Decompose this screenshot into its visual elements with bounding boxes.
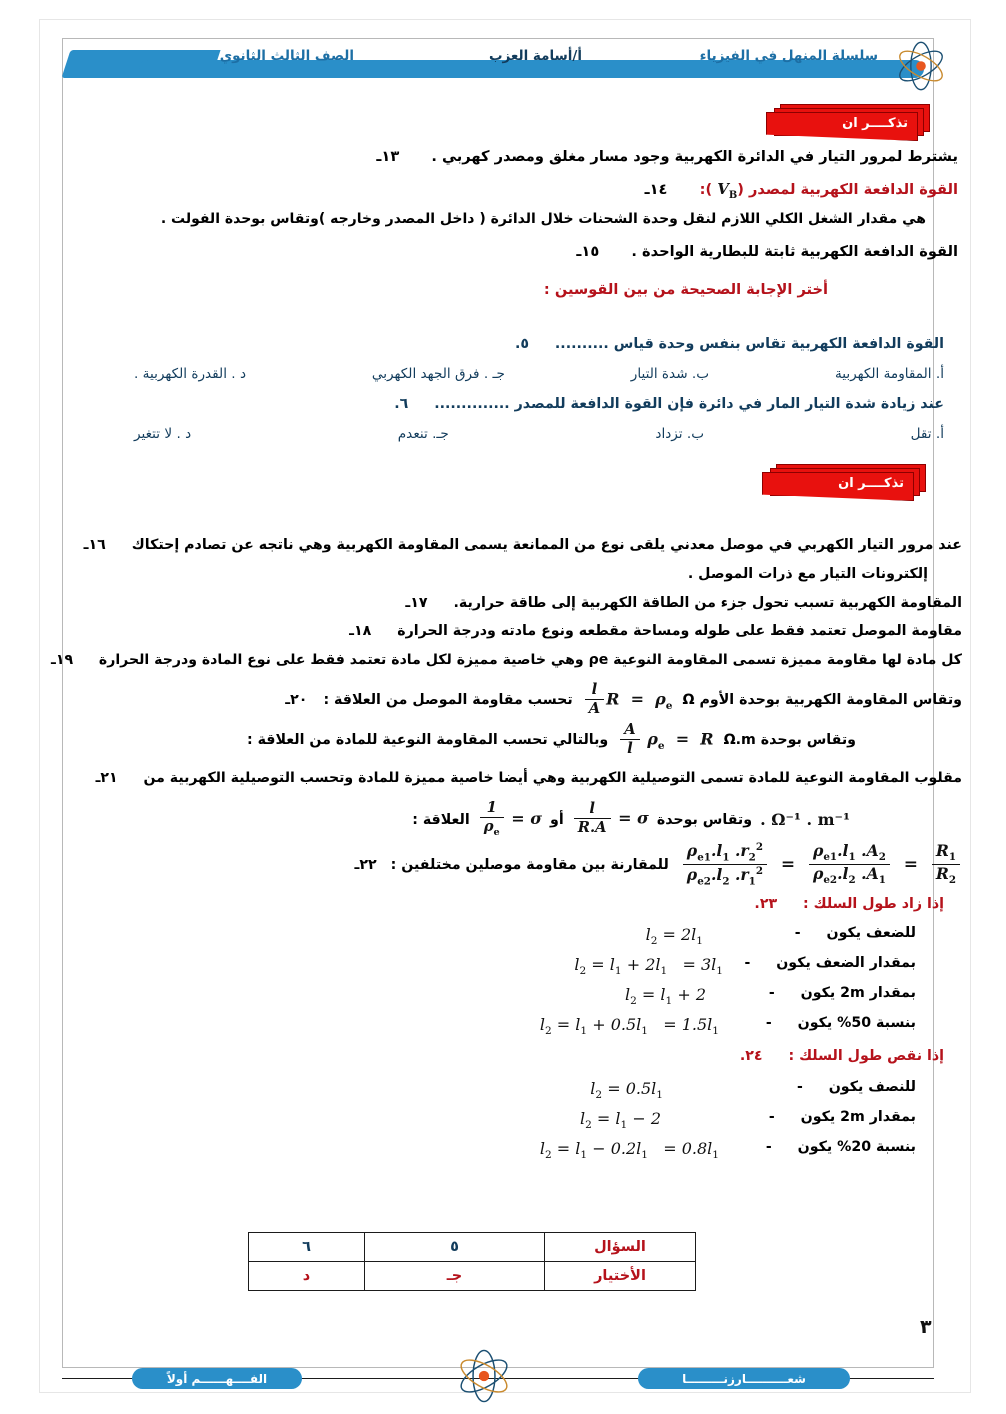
answer-table-question-1: ٥ xyxy=(365,1233,545,1262)
statement-18-text: مقاومة الموصل تعتمد فقط على طوله ومساحة مقطعه ونوع مادته ودرجة الحرارة xyxy=(397,623,962,639)
statement-21-line2 xyxy=(412,800,850,839)
remember-banner-text-top: تذكــــر ان xyxy=(842,116,908,131)
item-24-row-2-dash: - xyxy=(765,1139,772,1155)
item-23-row-2-eq: $l_2 = l_1 + 2$ xyxy=(624,985,706,1008)
statement-20-number: ٢٠ـ xyxy=(285,692,308,709)
formula-comparison: $\frac{R_1}{R_2}$ = $\frac{\rho_{e1}.l_1 .A_2}{\rho_{e2}.l_2 .A_1}$ = $\frac{\rho_{e1}.l_1 .r_2^2}{\rho_{e2}.l_2 .r_1^2}$ xyxy=(681,842,962,888)
statement-15 xyxy=(576,243,958,260)
statement-15-number: ١٥ـ xyxy=(576,243,600,260)
item-24-title-text: إذا نقص طول السلك : xyxy=(788,1048,944,1064)
mcq-question-6-stem: عند زيادة شدة التيار المار في دائرة فإن القوة الدافعة للمصدر .............. xyxy=(434,396,944,412)
conductivity-unit-label: وتقاس بوحدة xyxy=(656,811,753,828)
item-23-title-text: إذا زاد طول السلك : xyxy=(803,896,944,912)
item-23-row-1-eq: $l_2 = l_1 + 2l_1 = 3l_1$ xyxy=(574,955,723,978)
conductivity-unit: Ω⁻¹ . m⁻¹ . xyxy=(760,810,850,830)
answer-table-answer-1: جـ xyxy=(365,1262,545,1291)
statement-16-cont xyxy=(688,566,928,582)
item-23-row-3-label: بنسبة 50% يكون xyxy=(797,1015,916,1031)
statement-14-number: ١٤ـ xyxy=(644,181,668,198)
item-23-row-0-eq: $l_2 = 2l_1$ xyxy=(645,925,703,948)
item-24-row-1-dash: - xyxy=(768,1109,775,1125)
statement-16-text: عند مرور التيار الكهربي في موصل معدني يلقى نوع من الممانعة يسمى المقاومة الكهربية وهي ناتجه عن تصادم إحتكاك xyxy=(131,537,962,553)
item-24-number: ٢٤. xyxy=(739,1048,763,1064)
item-24-row-0 xyxy=(797,1079,916,1095)
item-24-row-2-eq: $l_2 = l_1 - 0.2l_1 = 0.8l_1$ xyxy=(539,1139,719,1162)
mcq-question-6-number: ٦. xyxy=(394,396,409,412)
statement-17 xyxy=(405,595,962,611)
statement-19-number: ١٩ـ xyxy=(51,652,74,668)
mcq-option-6-b[interactable]: ب. تزداد xyxy=(655,426,705,442)
conductivity-conjunction: أو xyxy=(550,811,564,828)
table-row-answers xyxy=(249,1262,696,1291)
mcq-question-5-number: ٥. xyxy=(514,336,530,352)
item-23-row-1-dash: - xyxy=(744,955,751,971)
statement-18 xyxy=(349,623,962,639)
remember-banner-text-mid: تذكــــر ان xyxy=(838,476,904,491)
table-row-questions xyxy=(249,1233,696,1262)
footer-atom-icon xyxy=(452,1348,516,1404)
page-number: ٣ xyxy=(920,1316,932,1338)
answer-table-label-choice: الأختيار xyxy=(545,1262,696,1291)
statement-18-number: ١٨ـ xyxy=(349,623,372,639)
formula-resistance: $R = \rho_e$ $\frac{l}{A}$ xyxy=(583,682,673,718)
item-24-row-2-label: بنسبة 20% يكون xyxy=(797,1139,916,1155)
remember-banner-mid xyxy=(761,464,926,498)
statement-13-text: يشترط لمرور التيار في الدائرة الكهربية وجود مسار مغلق ومصدر كهربي . xyxy=(431,148,958,165)
header-series-title: سلسلة المنهل في الفيزياء xyxy=(699,48,878,64)
footer-pill-right: شعــــــــــارزنـــــــــا xyxy=(638,1368,850,1389)
item-23-row-3-eq: $l_2 = l_1 + 0.5l_1 = 1.5l_1$ xyxy=(539,1015,719,1038)
statement-16 xyxy=(84,537,962,553)
item-23-row-1-label: بمقدار الضعف يكون xyxy=(776,955,916,971)
statement-17-text: المقاومة الكهربية تسبب تحول جزء من الطاقة الكهربية إلى طاقة حرارية. xyxy=(453,595,962,611)
mcq-instruction: أختر الإجابة الصحيحة من بين القوسين : xyxy=(543,281,828,298)
statement-22-text: للمقارنة بين مقاومة موصلين مختلفين : xyxy=(390,857,669,874)
item-23-row-1 xyxy=(744,955,916,971)
item-24-title xyxy=(740,1048,944,1064)
formula-conductivity-b: σ = $\frac{l}{R.A}$ xyxy=(572,801,649,837)
statement-14-definition-text: هي مقدار الشغل الكلي اللازم لنقل وحدة الشحنات خلال الدائرة ( داخل المصدر وخارجه )وتقاس بوحدة الفولت . xyxy=(160,211,926,227)
item-23-row-0-dash: - xyxy=(794,925,801,941)
statement-16-number: ١٦ـ xyxy=(83,537,106,553)
statement-22 xyxy=(354,842,962,888)
mcq-question-5 xyxy=(515,336,944,352)
statement-21-relation-label: العلاقة : xyxy=(412,811,470,828)
item-23-row-2-dash: - xyxy=(768,985,775,1001)
page-header xyxy=(62,44,934,90)
statement-14-text-end: ): xyxy=(699,181,718,198)
item-23-number: ٢٣. xyxy=(754,896,778,912)
item-24-row-1-eq: $l_2 = l_1 - 2$ xyxy=(579,1109,661,1132)
mcq-options-5 xyxy=(134,366,944,382)
answer-table-label-question: السؤال xyxy=(545,1233,696,1262)
statement-21-text: مقلوب المقاومة النوعية للمادة تسمى التوصيلية الكهربية وهي أيضا خاصية مميزة للمادة وتحسب التوصيلية الكهربية من xyxy=(143,770,962,786)
statement-14 xyxy=(645,180,958,201)
mcq-option-5-d[interactable]: د . القدرة الكهربية . xyxy=(134,366,246,382)
item-24-row-2 xyxy=(766,1139,916,1155)
remember-banner-top xyxy=(765,104,930,138)
mcq-option-5-b[interactable]: ب. شدة التيار xyxy=(630,366,710,382)
statement-17-number: ١٧ـ xyxy=(405,595,428,611)
header-grade: الصف الثالث الثانوي xyxy=(219,48,354,64)
answer-table-question-2: ٦ xyxy=(249,1233,365,1262)
statement-19-text: كل مادة لها مقاومة مميزة تسمى المقاومة النوعية ρe وهي خاصية مميزة لكل مادة تعتمد فقط على نوع المادة ودرجة الحرارة xyxy=(98,652,962,668)
formula-conductivity-a: σ = $\frac{1}{\rho_e}$ xyxy=(478,800,542,839)
item-24-row-0-eq: $l_2 = 0.5l_1$ xyxy=(590,1079,663,1102)
statement-16-cont-text: إلكترونات التيار مع ذرات الموصل . xyxy=(687,566,928,582)
mcq-option-6-c[interactable]: جـ. تنعدم xyxy=(397,426,449,442)
atom-icon xyxy=(892,40,950,92)
statement-19 xyxy=(51,652,962,668)
statement-20-line2-before: وبالتالي تحسب المقاومة النوعية للمادة من العلاقة : xyxy=(246,732,609,749)
statement-21 xyxy=(96,770,962,786)
answer-table-answer-2: د xyxy=(249,1262,365,1291)
mcq-option-5-a[interactable]: أ. المقاومة الكهربية xyxy=(834,366,944,382)
item-24-row-0-label: للنصف يكون xyxy=(828,1079,916,1095)
mcq-option-6-d[interactable]: د . لا تتغير xyxy=(134,426,192,442)
statement-22-number: ٢٢ـ xyxy=(354,857,377,874)
item-24-row-1 xyxy=(769,1109,916,1125)
answer-key-table xyxy=(248,1232,696,1291)
mcq-options-6 xyxy=(134,426,944,442)
item-23-title xyxy=(754,896,944,912)
item-23-row-3-dash: - xyxy=(765,1015,772,1031)
statement-13-number: ١٣ـ xyxy=(376,148,400,165)
statement-20-text-before: تحسب مقاومة الموصل من العلاقة : xyxy=(323,692,573,709)
statement-20-text-after: وتقاس المقاومة الكهربية بوحدة الأوم Ω xyxy=(682,692,962,709)
item-24-row-0-dash: - xyxy=(796,1079,803,1095)
header-author: أ/أسامة العزب xyxy=(488,48,582,64)
item-23-row-3 xyxy=(766,1015,916,1031)
mcq-question-5-stem: القوة الدافعة الكهربية تقاس بنفس وحدة قياس .......... xyxy=(554,336,944,352)
statement-15-text: القوة الدافعة الكهربية ثابتة للبطارية الواحدة . xyxy=(631,243,958,260)
statement-14-text: القوة الدافعة الكهربية لمصدر ( xyxy=(737,181,958,198)
formula-resistivity: $\rho_e = R$ $\frac{A}{l}$ xyxy=(618,722,713,758)
item-23-row-0-label: للضعف يكون xyxy=(826,925,916,941)
statement-13 xyxy=(376,148,958,165)
item-23-row-2-label: بمقدار 2m يكون xyxy=(800,985,916,1001)
item-24-row-1-label: بمقدار 2m يكون xyxy=(800,1109,916,1125)
statement-20-line2 xyxy=(247,722,856,758)
item-23-row-0 xyxy=(795,925,916,941)
statement-14-symbol: $V_B$ xyxy=(717,180,738,201)
mcq-option-5-c[interactable]: جـ . فرق الجهد الكهربي xyxy=(371,366,505,382)
mcq-question-6 xyxy=(394,396,944,412)
statement-20 xyxy=(285,682,962,718)
statement-21-number: ٢١ـ xyxy=(95,770,118,786)
footer-pill-left: الفــــهــــــم أولاً xyxy=(132,1368,302,1389)
statement-14-definition xyxy=(161,211,926,227)
mcq-option-6-a[interactable]: أ. تقل xyxy=(910,426,944,442)
item-23-row-2 xyxy=(769,985,916,1001)
statement-20-line2-after: وتقاس بوحدة Ω.m xyxy=(723,732,856,749)
